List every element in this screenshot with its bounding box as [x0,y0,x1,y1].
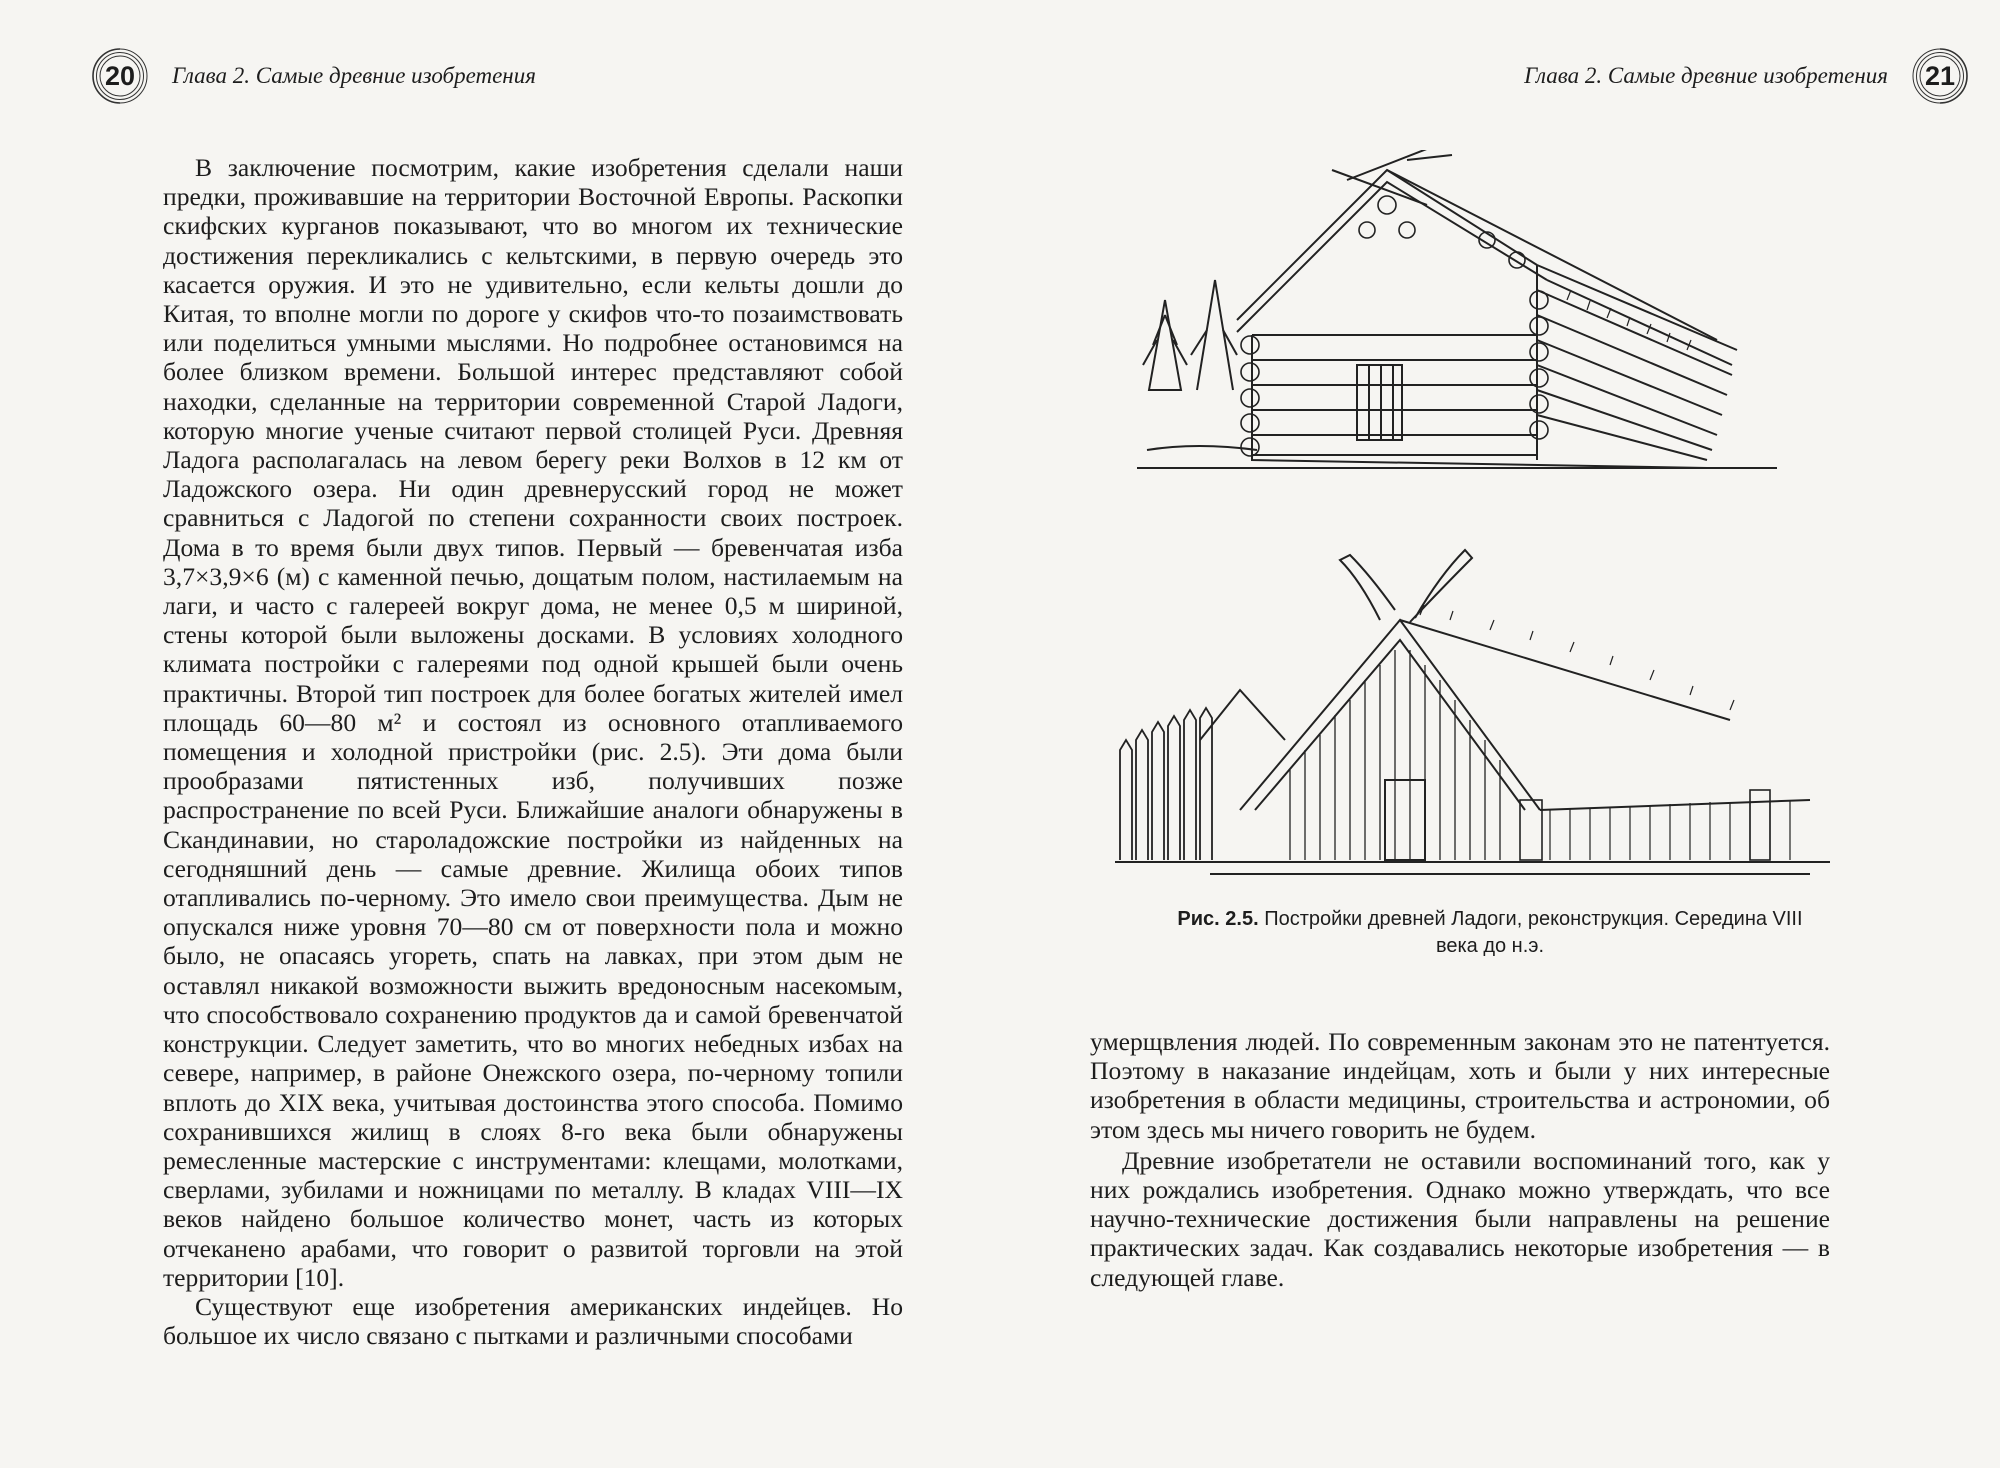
figure-caption-text: Постройки древней Ладоги, реконструкция. Середина VIII века до н.э. [1264,908,1803,957]
right-page [1000,0,2000,1468]
right-page-header [1524,46,1970,106]
paragraph: Древние изобретатели не оставили воспоминаний того, как у них рождались изобретения. Однако можно утверждать, что все научно-технические достижения были направлены на решение практических задач. Как создавались некоторые изобретения — в следующей главе. [1090,1145,1830,1292]
left-body-text [163,153,903,1350]
page-number-text: 20 [104,60,136,91]
longhouse-illustration [1110,540,1870,880]
page-number-text: 21 [1924,60,1956,91]
figure-caption [1175,906,1805,960]
running-head: Глава 2. Самые древние изобретения [172,63,536,88]
right-body-text [1090,1027,1830,1292]
log-house-illustration [1137,150,1777,470]
left-page-header [90,46,536,106]
left-page-number [90,46,150,106]
right-page-number [1910,46,1970,106]
paragraph: умерщвления людей. По современным законам это не патентуется. Поэтому в наказание индейцам, хоть и были у них интересные изобретения в области медицины, строительства и астрономии, об этом здесь мы ничего говорить не будем. [1090,1027,1830,1144]
running-head: Глава 2. Самые древние изобретения [1524,63,1888,88]
figure-label: Рис. 2.5. [1177,908,1259,930]
paragraph: В заключение посмотрим, какие изобретения сделали наши предки, проживавшие на территории Восточной Европы. Раскопки скифских курганов показывают, что во многом их технические достижения перекликались с кельтскими, в первую очередь это касается оружия. И это не удивительно, если кельты дошли до Китая, то вполне могли по дороге у скифов что-то позаимствовать или поделиться умными мыслями. Но подробнее остановимся на более близком времени. Большой интерес представляют собой находки, сделанные на территории современной Старой Ладоги, которую многие ученые считают первой столицей Руси. Древняя Ладога располагалась на левом берегу реки Волхов в 12 км от Ладожского озера. Ни один древнерусский город не может сравниться с Ладогой по степени сохранности своих построек. Дома в то время были двух типов. Первый — бревенчатая изба 3,7×3,9×6 (м) с каменной печью, дощатым полом, настилаемым на лаги, и часто с галереей вокруг дома, не менее 0,5 м шириной, стены которой были выложены досками. В условиях холодного климата постройки с галереями под одной крышей были очень практичны. Второй тип построек для более богатых жителей имел площадь 60—80 м² и состоял из основного отапливаемого помещения и холодной пристройки (рис. 2.5). Эти дома были прообразами пятистенных изб, получивших позже распространение по всей Руси. Ближайшие аналоги обнаружены в Скандинавии, но староладожские постройки из найденных на сегодняшний день — самые древние. Жилища обоих типов отапливались по-черному. Это имело свои преимущества. Дым не опускался ниже уровня 70—80 см от поверхности пола и можно было, не опасаясь угореть, спать на лавках, при этом дым не оставлял никакой возможности выжить вредоносным насекомым, что способствовало сохранению продуктов да и самой бревенчатой конструкции. Следует заметить, что во многих небедных избах на севере, например, в районе Онежского озера, по-черному топили вплоть до XIX века, учитывая достоинства этого способа. Помимо сохранившихся жилищ в слоях 8-го века были обнаружены ремесленные мастерские с инструментами: клещами, молотками, сверлами, зубилами и ножницами по металлу. В кладах VIII—IX веков найдено большое количество монет, часть из которых отчеканено арабами, что говорит о развитой торговли на этой территории [10]. [163,153,903,1292]
paragraph: Существуют еще изобретения американских индейцев. Но большое их число связано с пытками и различными способами [163,1291,903,1351]
